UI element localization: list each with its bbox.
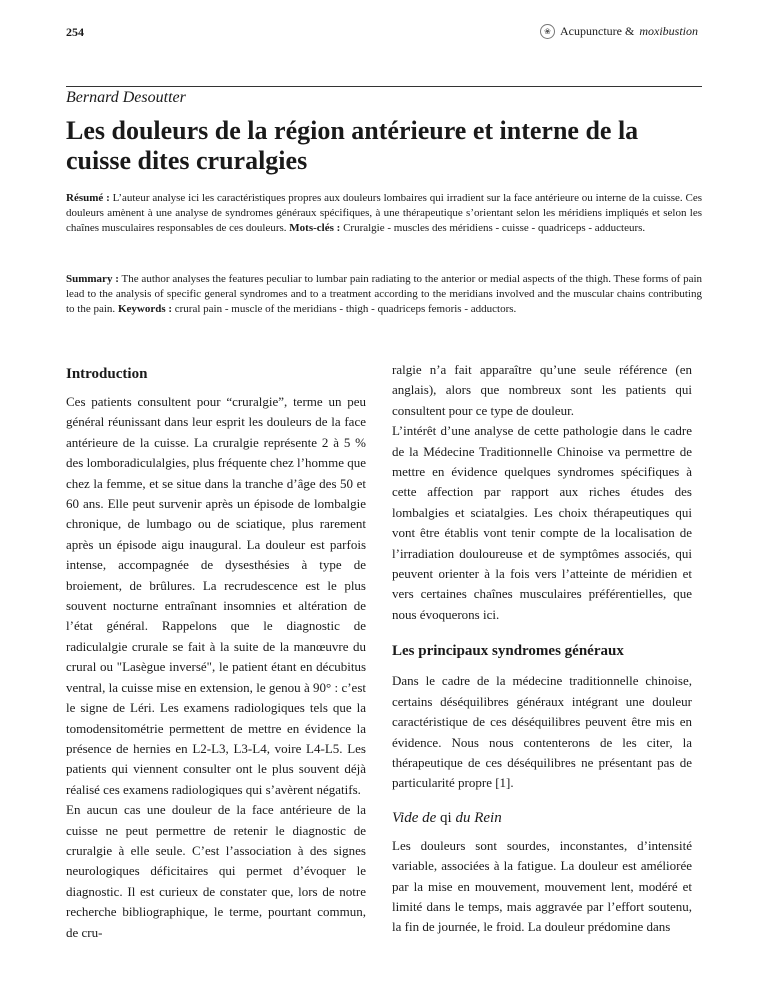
syndromes-paragraph: Dans le cadre de la médecine traditionnelle chinoise, certains déséquilibres généraux intégrant une douleur caractéristique de ces déséquilibres peuvent être mis en évidence. Nous nous contenterons de les citer, la thérapeutique de ces déséquilibres ne présentant pas de particularité propre [1]. — [392, 673, 692, 791]
summary-label: Summary : — [66, 273, 119, 285]
left-column — [66, 360, 366, 943]
syndromes-heading: Les principaux syndromes généraux — [392, 643, 624, 660]
vide-heading-b: qi — [440, 809, 452, 826]
vide-heading-a: Vide de — [392, 809, 441, 826]
right-paragraph-2: L’intérêt d’une analyse de cette pathologie dans le cadre de la Médecine Traditionnelle Chinoise va permettre de mettre en évidence quelques syndromes spécifiques à cette affection par rapport aux riches études des lombalgies et sciatalgies. Les choix thérapeutiques qui vont être établis vont tenir compte de la localisation de l’irradiation douloureuse et de symptômes associés, qui peuvent orienter à la fois vers l’atteinte de méridien et vers certaines chaînes musculaires préférentielles, que nous évoquerons ici. — [392, 423, 692, 622]
journal-name: Acupuncture & — [560, 24, 635, 38]
right-paragraph-1: ralgie n’a fait apparaître qu’une seule référence (en anglais), alors que nombreux sont les patients qui consultent pour ce type de douleur. — [392, 362, 692, 418]
author-name: Bernard Desoutter — [66, 89, 186, 106]
vide-paragraph: Les douleurs sont sourdes, inconstantes, d’intensité variable, associées à la fatigue. La douleur est améliorée par la mise en mouvement, mouvement lent, modéré et limité dans le temps, mais aggravée par l’effort soutenu, la fin de journée, le froid. La douleur prédomine dans — [392, 837, 692, 935]
keywords-text: crural pain - muscle of the meridians - thigh - quadriceps femoris - adductors. — [172, 303, 517, 315]
motscles-text: Cruralgie - muscles des méridiens - cuisse - quadriceps - adducteurs. — [340, 222, 646, 234]
resume-text: L’auteur analyse ici les caractéristiques propres aux douleurs lombaires qui irradient sur la face antérieure ou interne de la cuisse. Ces douleurs amènent à une analyse de syndromes généraux spécifiques, à une thérapeutique s’orientant selon les méridiens impliqués et selon les chaînes musculaires responsables de ces douleurs. — [66, 192, 703, 234]
intro-paragraph-2: En aucun cas une douleur de la face antérieure de la cuisse ne peut permettre de retenir le diagnostic de cruralgie à elle seule. C’est l’association à des signes neurologiques déficitaires qui permet d’évoquer le diagnostic. Il est curieux de constater que, lors de notre recherche bibliographique, le terme, pourtant commun, de cru- — [66, 802, 366, 940]
journal-logo-icon: ❀ — [540, 24, 555, 39]
resume-label: Résumé : — [66, 192, 110, 204]
right-column — [392, 360, 692, 938]
summary-text: The author analyses the features peculiar to lumbar pain radiating to the anterior or medial aspects of the thigh. These forms of pain lead to the analysis of specific general syndromes and to a treatment according to the meridians involved and the muscular chains contributing to the pain. — [66, 273, 703, 315]
motscles-label: Mots-clés : — [289, 222, 341, 234]
journal-header — [540, 24, 698, 39]
abstract-english — [66, 272, 702, 317]
header-rule — [66, 86, 702, 87]
page-number: 254 — [66, 25, 84, 39]
journal-name-italic: moxibustion — [639, 24, 698, 38]
vide-heading-c: du Rein — [451, 809, 502, 826]
keywords-label: Keywords : — [117, 303, 173, 315]
abstract-french — [66, 191, 702, 236]
article-title: Les douleurs de la région antérieure et interne de la cuisse dites cruralgies — [66, 116, 639, 175]
intro-heading: Introduction — [66, 366, 148, 382]
vide-heading — [392, 808, 692, 828]
intro-paragraph-1: Ces patients consultent pour “cruralgie”, terme un peu général réunissant dans leur esprit les douleurs de la face antérieure de la cuisse. La cruralgie représente 2 à 5 % des lomboradiculalgies, plus fréquente chez l’homme que chez la femme, et se situe dans la tranche d’âge des 50 et 60 ans. Elle peut survenir après un épisode de lombalgie chronique, de lumbago ou de sciatique, plus rarement après un épisode aigu inaugural. La douleur est parfois intense, accompagnée de dysesthésies à type de broiement, de brûlures. La recrudescence est le plus souvent nocturne entraînant insomnies et altération de l’état général. Rappelons que le diagnostic de radiculalgie crurale se fait à la suite de la manœuvre du crural ou "Lasègue inversé", le patient étant en décubitus ventral, la cuisse mise en extension, le genou à 90° : c’est le signe de Léri. Les examens radiologiques tels que la tomodensitométrie permettent de mettre en évidence la présence de hernies en L2-L3, L3-L4, voire L4-L5. Les patients qui viennent consulter ont le plus souvent déjà réalisé ces examens radiologiques qui s’avèrent négatifs. — [66, 394, 366, 797]
